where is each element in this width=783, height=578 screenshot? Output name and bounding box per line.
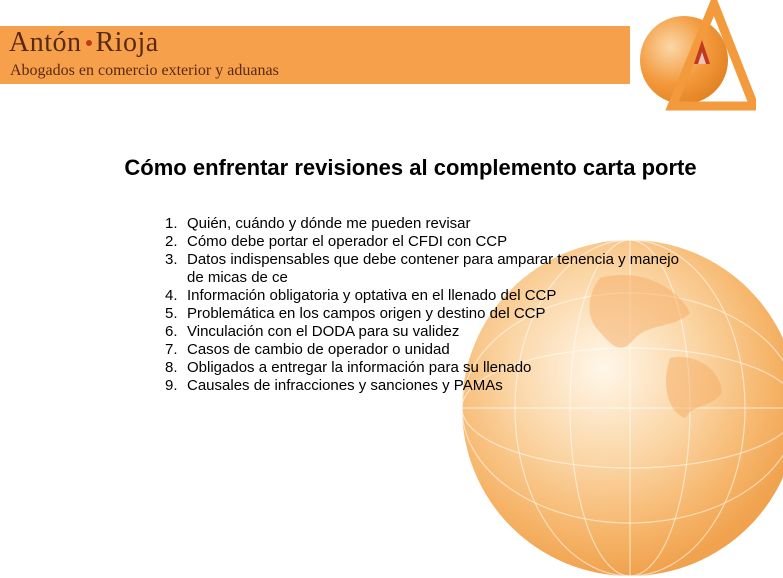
- list-item-number: 3.: [165, 251, 178, 268]
- list-item-number: 9.: [165, 377, 178, 394]
- list-item: [165, 233, 685, 251]
- list-item-number: 5.: [165, 305, 178, 322]
- list-item-text: Información obligatoria y optativa en el llenado del CCP: [187, 287, 557, 304]
- brand-separator-dot: [86, 40, 92, 46]
- brand-name: [9, 29, 159, 57]
- list-item-text: Problemática en los campos origen y destino del CCP: [187, 305, 546, 322]
- list-item: [165, 377, 685, 395]
- brand-name-part2: Rioja: [95, 27, 159, 58]
- list-item-text: Vinculación con el DODA para su validez: [187, 323, 460, 340]
- brand-name-part1: Antón: [9, 27, 82, 58]
- brand-tagline: Abogados en comercio exterior y aduanas: [10, 62, 279, 79]
- list-item: [165, 287, 685, 305]
- list-item-text: Quién, cuándo y dónde me pueden revisar: [187, 215, 471, 232]
- list-item-number: 1.: [165, 215, 178, 232]
- list-item-text: Cómo debe portar el operador el CFDI con CCP: [187, 233, 508, 250]
- list-item: [165, 251, 685, 287]
- list-item-text: Causales de infracciones y sanciones y PAMAs: [187, 377, 503, 394]
- list-item-number: 8.: [165, 359, 178, 376]
- list-item-number: 7.: [165, 341, 178, 358]
- list-item: [165, 323, 685, 341]
- anton-rioja-logo-icon: [636, 0, 756, 112]
- list-item: [165, 215, 685, 233]
- page-title: Cómo enfrentar revisiones al complemento carta porte: [124, 155, 697, 180]
- list-item-number: 4.: [165, 287, 178, 304]
- list-item: [165, 341, 685, 359]
- list-item-text: Casos de cambio de operador o unidad: [187, 341, 450, 358]
- list-item-text: Obligados a entregar la información para su llenado: [187, 359, 532, 376]
- topic-list: [165, 215, 685, 395]
- list-item-text: Datos indispensables que debe contener para amparar tenencia y manejo de micas de ce: [187, 251, 679, 286]
- list-item: [165, 359, 685, 377]
- list-item: [165, 305, 685, 323]
- list-item-number: 6.: [165, 323, 178, 340]
- list-item-number: 2.: [165, 233, 178, 250]
